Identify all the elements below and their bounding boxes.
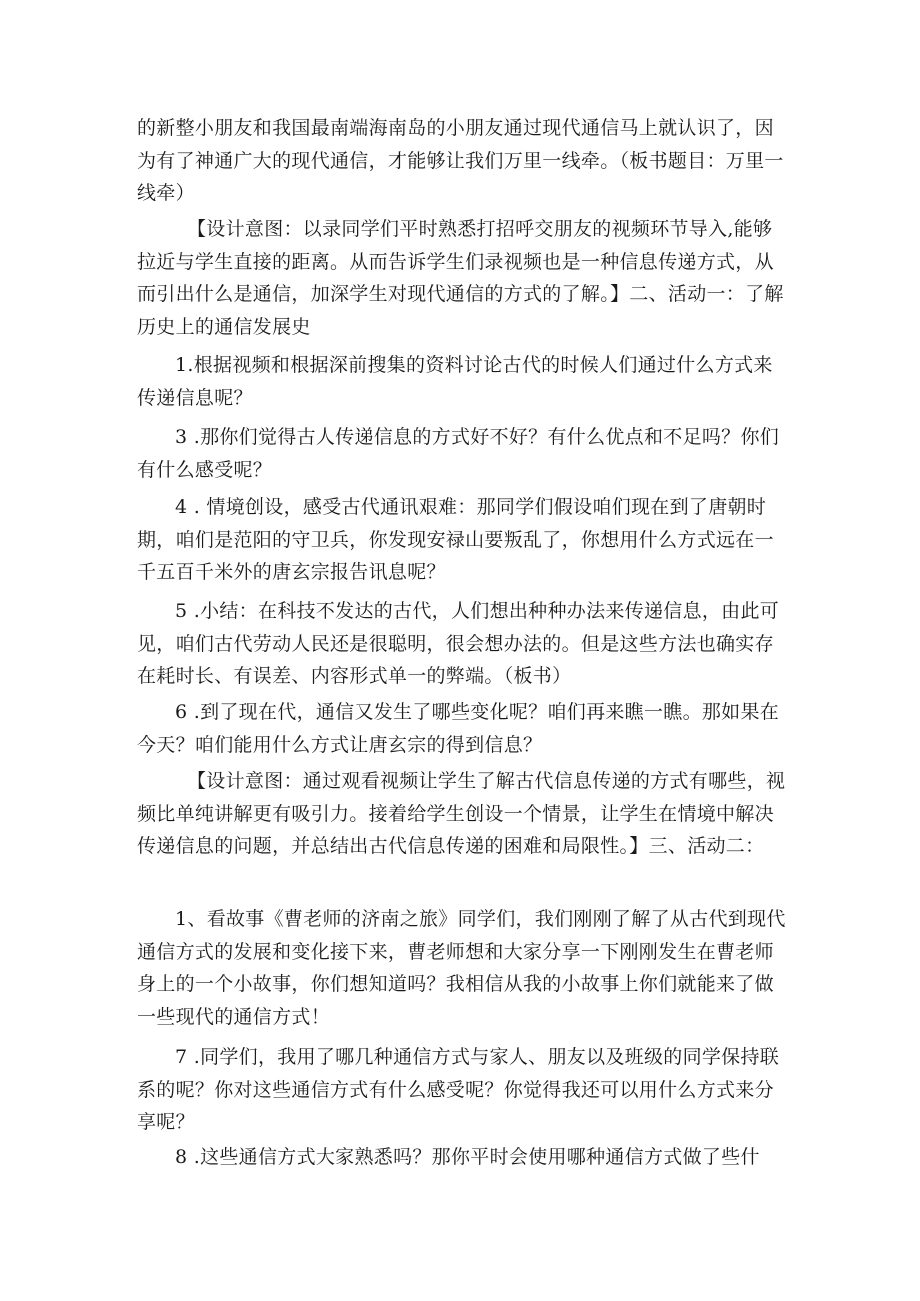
paragraph-activity2-item-1: 1、看故事《曹老师的济南之旅》同学们，我们刚刚了解了从古代到现代通信方式的发展和变化接下来，曹老师想和大家分享一下刚刚发生在曹老师身上的一个小故事，你们想知道吗？我相信从我的小故事上你们就能来了做一些现代的通信方式！ (137, 908, 786, 1028)
paragraph-design-intent-1: 【设计意图：以录同学们平时熟悉打招呼交朋友的视频环节导入,能够拉近与学生直接的距离。从而告诉学生们录视频也是一种信息传递方式，从而引出什么是通信，加深学生对现代通信的方式的了解。】二、活动一：了解历史上的通信发展史 (137, 218, 784, 338)
paragraph-item-1: 1.根据视频和根据深前搜集的资料讨论古代的时候人们通过什么方式来传递信息呢？ (137, 354, 773, 409)
paragraph-item-4: 4 . 情境创设，感受古代通讯艰难：那同学们假设咱们现在到了唐朝时期，咱们是范阳的守卫兵，你发现安禄山要叛乱了，你想用什么方式远在一千五百千米外的唐玄宗报告讯息呢？ (137, 496, 774, 583)
paragraph-intro-continued: 的新整小朋友和我国最南端海南岛的小朋友通过现代通信马上就认识了，因为有了神通广大的现代通信，才能够让我们万里一线牵。（板书题目：万里一线牵） (137, 117, 784, 204)
paragraph-design-intent-2: 【设计意图：通过观看视频让学生了解古代信息传递的方式有哪些，视频比单纯讲解更有吸引力。接着给学生创设一个情景，让学生在情境中解决传递信息的问题，并总结出古代信息传递的困难和局限性。】三、活动二： (137, 770, 786, 857)
paragraph-item-6: 6 .到了现在代，通信又发生了哪些变化呢？咱们再来瞧一瞧。那如果在今天？咱们能用什么方式让唐玄宗的得到信息？ (137, 701, 780, 756)
paragraph-item-5: 5 .小结：在科技不发达的古代，人们想出种种办法来传递信息，由此可见，咱们古代劳动人民还是很聪明，很会想办法的。但是这些方法也确实存在耗时长、有误差、内容形式单一的弊端。（板书） (137, 600, 780, 687)
paragraph-item-8: 8 .这些通信方式大家熟悉吗？那你平时会使用哪种通信方式做了些什 (175, 1146, 760, 1168)
paragraph-item-7: 7 .同学们，我用了哪几种通信方式与家人、朋友以及班级的同学保持联系的呢？你对这些通信方式有什么感受呢？你觉得我还可以用什么方式来分享呢？ (137, 1046, 780, 1133)
paragraph-item-3: 3 .那你们觉得古人传递信息的方式好不好？有什么优点和不足吗？你们有什么感受呢？ (137, 426, 780, 481)
